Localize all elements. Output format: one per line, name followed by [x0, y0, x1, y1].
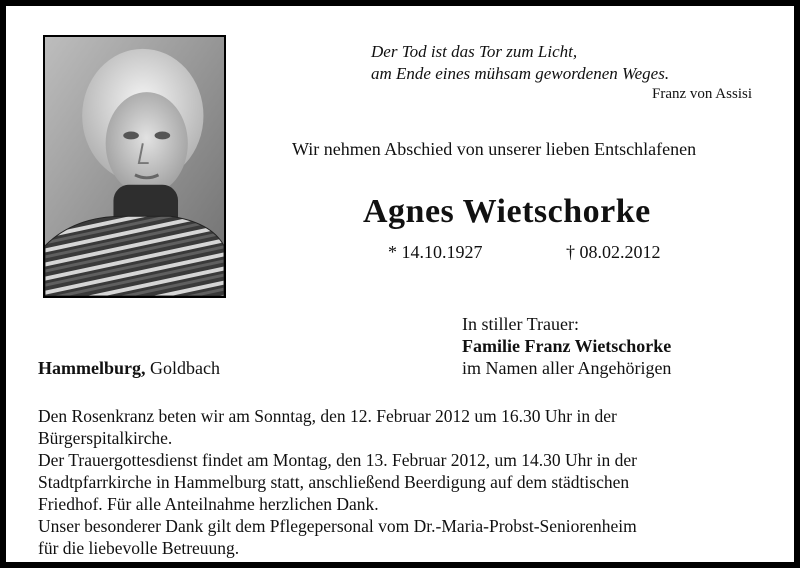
service-details — [38, 405, 637, 559]
place-line — [38, 358, 220, 379]
portrait-photo — [43, 35, 226, 298]
place-district: Goldbach — [150, 358, 220, 378]
deceased-name: Agnes Wietschorke — [363, 193, 651, 230]
mourners-heading: In stiller Trauer: — [462, 314, 579, 334]
body-line: Bürgerspitalkirche. — [38, 428, 173, 448]
body-line: Den Rosenkranz beten wir am Sonntag, den 12. Februar 2012 um 16.30 Uhr in der — [38, 406, 617, 426]
body-line: für die liebevolle Betreuung. — [38, 538, 240, 558]
birth-date: * 14.10.1927 — [388, 242, 483, 262]
place-town: Hammelburg, — [38, 358, 146, 378]
body-line: Stadtpfarrkirche in Hammelburg statt, anschließend Beerdigung auf dem städtischen — [38, 472, 630, 492]
quote-line-1: Der Tod ist das Tor zum Licht, — [371, 42, 578, 61]
body-line: Der Trauergottesdienst findet am Montag, den 13. Februar 2012, um 14.30 Uhr in der — [38, 450, 637, 470]
death-date: † 08.02.2012 — [566, 242, 661, 262]
quote-line-2: am Ende eines mühsam gewordenen Weges. — [371, 64, 670, 83]
portrait-image — [45, 37, 224, 296]
body-line: Unser besonderer Dank gilt dem Pflegepersonal vom Dr.-Maria-Probst-Seniorenheim — [38, 516, 637, 536]
mourners-family: Familie Franz Wietschorke — [462, 336, 672, 356]
mourners-relatives: im Namen aller Angehörigen — [462, 358, 672, 378]
quote-author: Franz von Assisi — [651, 86, 752, 102]
body-line: Friedhof. Für alle Anteilnahme herzlichen Dank. — [38, 494, 379, 514]
intro-text: Wir nehmen Abschied von unserer lieben Entschlafenen — [292, 139, 697, 159]
